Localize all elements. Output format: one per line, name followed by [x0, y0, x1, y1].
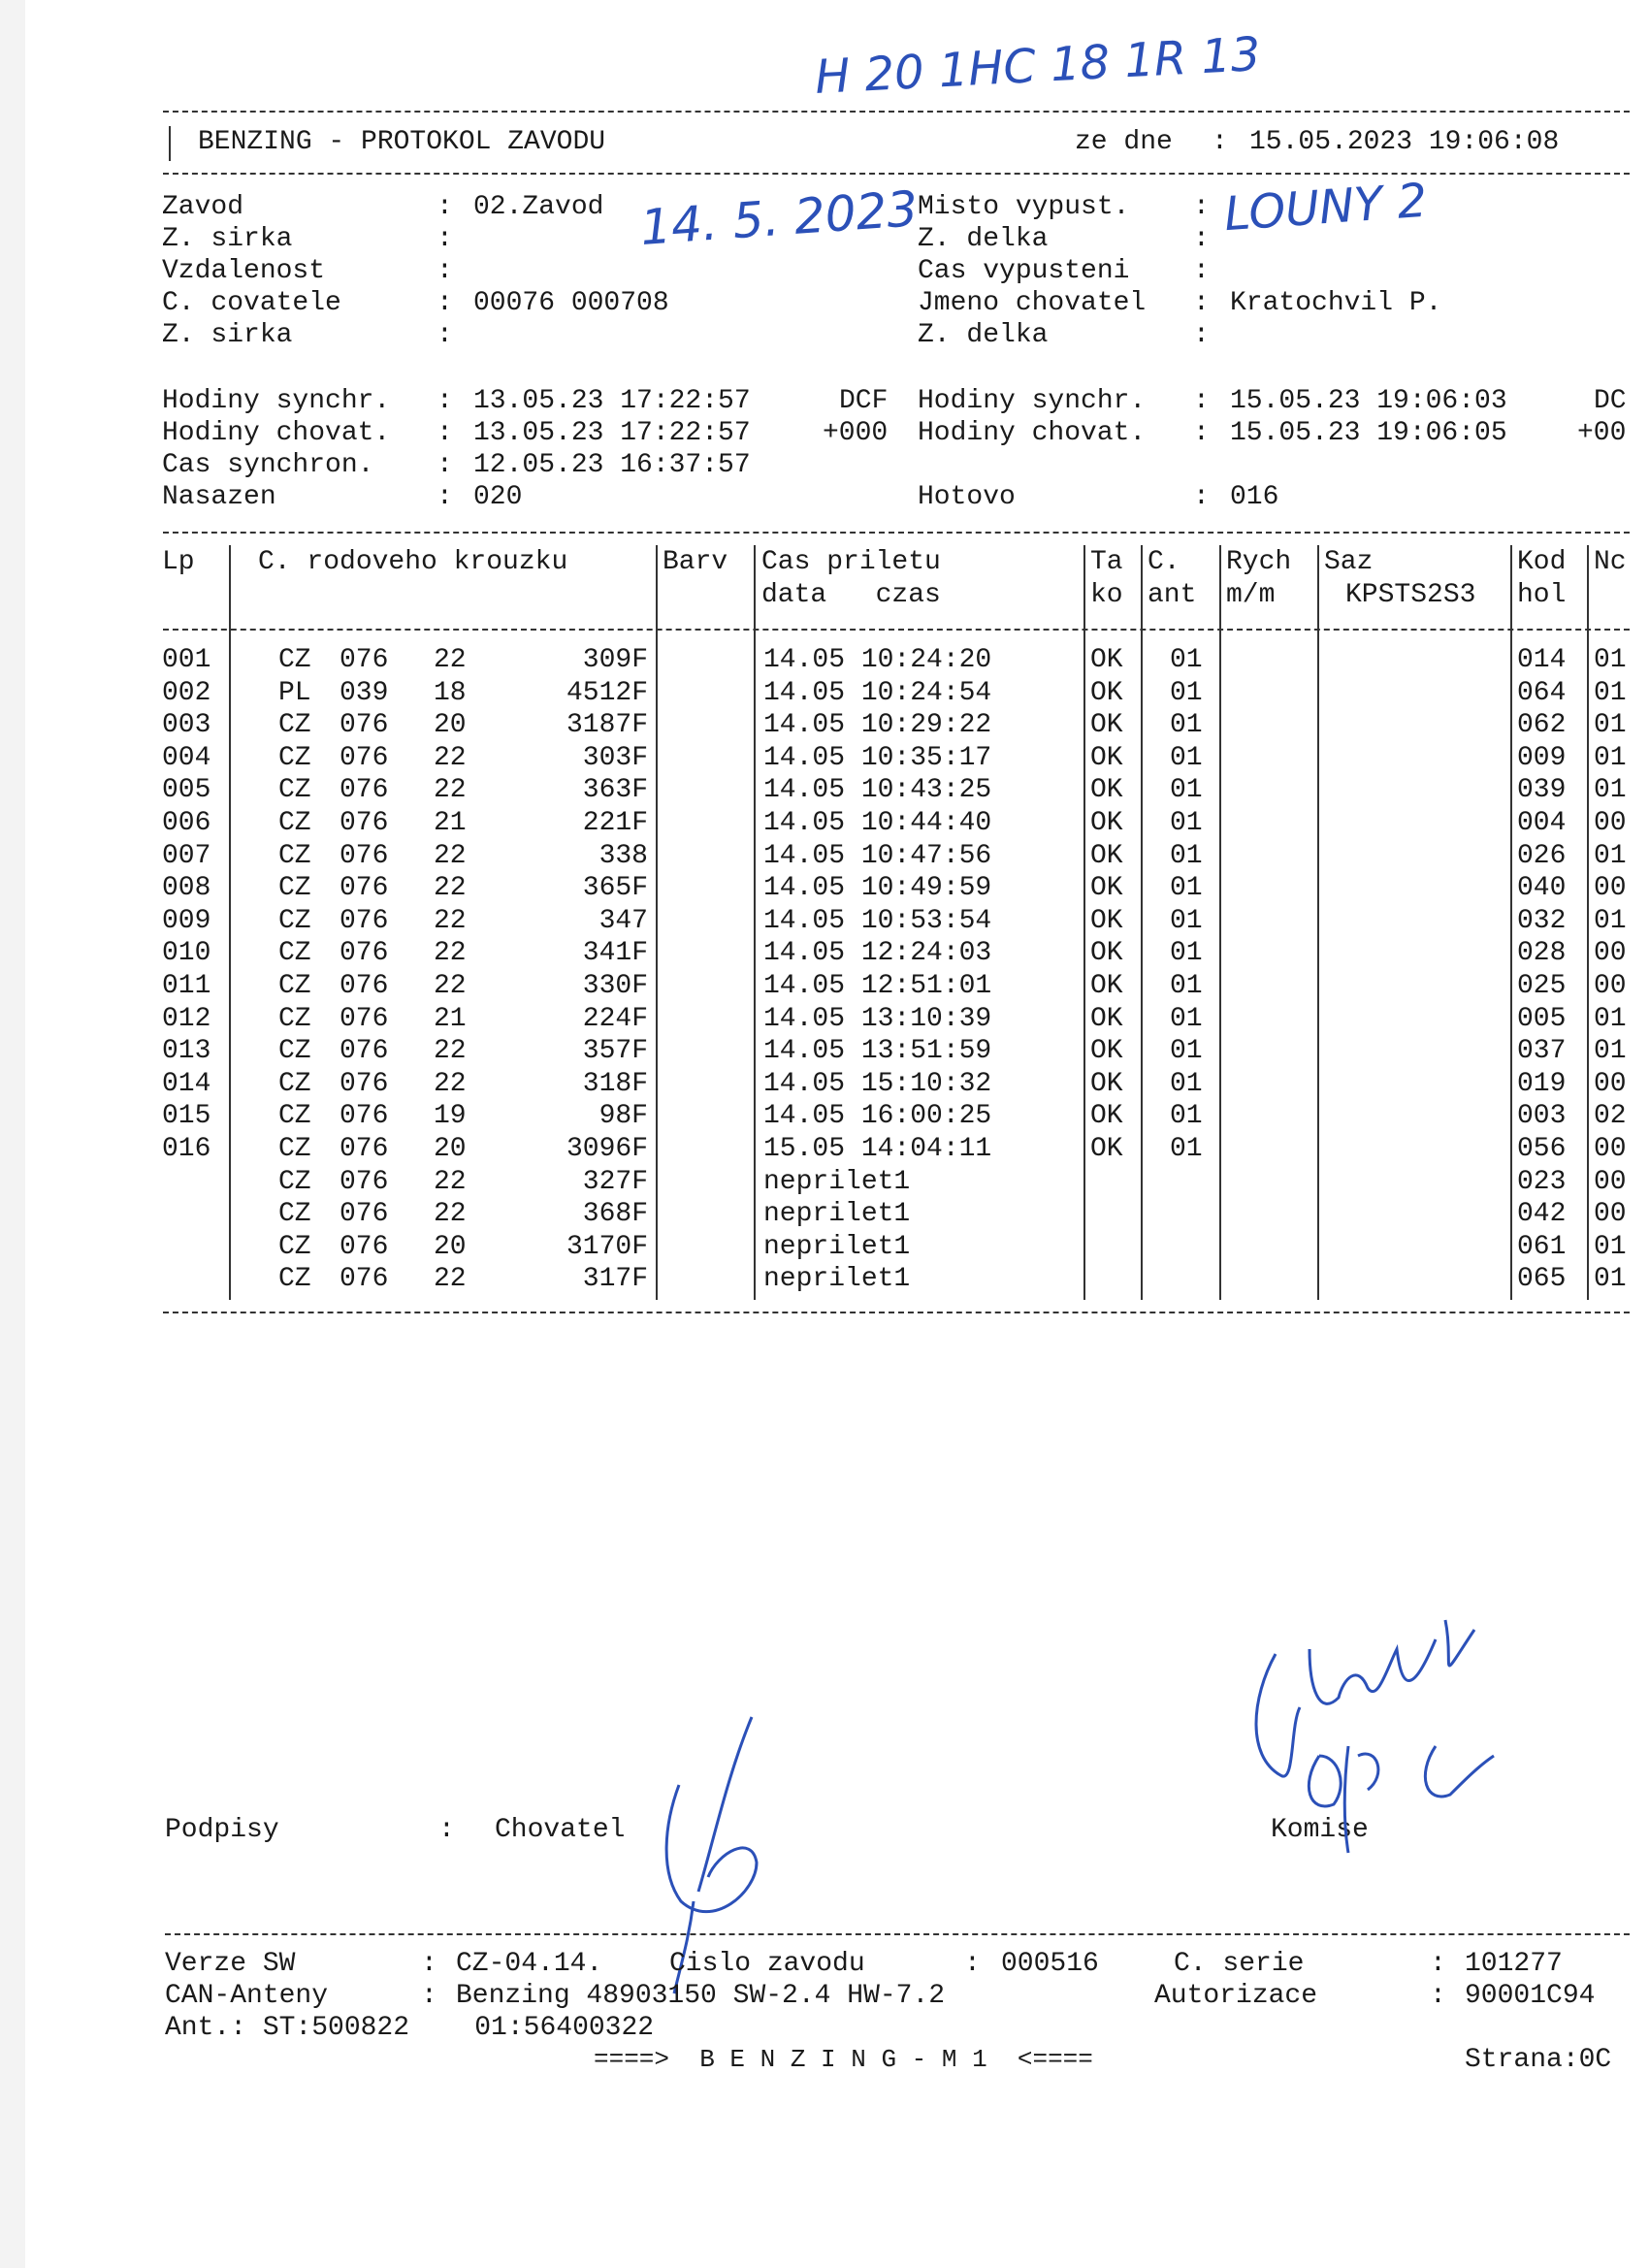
ring-year: 20	[434, 1134, 467, 1164]
col-header-lp: Lp	[162, 547, 195, 577]
info-value: Kratochvil P.	[1230, 288, 1442, 318]
row-lp: 006	[162, 808, 211, 838]
clock-value: 13.05.23 17:22:57	[473, 418, 751, 448]
col-header-ta: Ta	[1090, 547, 1123, 577]
pigeon-code: 062	[1517, 710, 1567, 741]
ring-year: 22	[434, 938, 467, 969]
nc-value: 01	[1594, 775, 1627, 806]
arrival-time: 14.05 10:44:40	[763, 808, 992, 838]
col-subheader-bets: KPSTS2S3	[1345, 580, 1476, 610]
col-subheader-ant: ant	[1148, 580, 1197, 610]
row-lp: 004	[162, 742, 211, 773]
col-sep	[656, 545, 658, 1300]
row-lp: 016	[162, 1134, 211, 1164]
col-header-ring: C. rodoveho krouzku	[258, 547, 568, 577]
ring-region: 076	[340, 873, 389, 904]
clock-sep: :	[1193, 482, 1210, 512]
ring-number: 317F	[582, 1264, 648, 1295]
status-ok: OK	[1090, 1134, 1123, 1164]
ring-country: CZ	[278, 905, 311, 936]
ring-country: CZ	[278, 873, 311, 904]
ring-country: CZ	[278, 1101, 311, 1132]
auth-value: 90001C94	[1465, 1981, 1596, 2011]
antenna-number: 01	[1170, 905, 1203, 936]
status-ok: OK	[1090, 775, 1123, 806]
clock-value: 020	[473, 482, 523, 512]
committee-label: Komise	[1271, 1815, 1369, 1845]
ring-country: CZ	[278, 710, 311, 741]
arrival-time: 14.05 15:10:32	[763, 1068, 992, 1099]
nc-value: 01	[1594, 742, 1627, 773]
arrival-time: 14.05 10:29:22	[763, 710, 992, 741]
antenna-number: 01	[1170, 710, 1203, 741]
header-top-rule	[163, 111, 1630, 113]
table-top-rule	[163, 532, 1630, 534]
arrival-time: 14.05 16:00:25	[763, 1101, 992, 1132]
col-sep	[1317, 545, 1319, 1300]
nc-value: 00	[1594, 1068, 1627, 1099]
clock-sep: :	[436, 482, 453, 512]
status-ok: OK	[1090, 1101, 1123, 1132]
nc-value: 01	[1594, 905, 1627, 936]
status-ok: OK	[1090, 1036, 1123, 1067]
pigeon-code: 009	[1517, 742, 1567, 773]
antenna-number: 01	[1170, 1101, 1203, 1132]
ring-region: 076	[340, 1134, 389, 1164]
clock-label: Hodiny synchr.	[162, 386, 391, 416]
ring-year: 20	[434, 1231, 467, 1262]
pigeon-code: 064	[1517, 677, 1567, 708]
race-number-label: Cislo zavodu	[669, 1949, 865, 1979]
ring-region: 076	[340, 1068, 389, 1099]
ring-number: 309F	[582, 645, 648, 675]
row-lp: 009	[162, 905, 211, 936]
arrival-time: 14.05 10:49:59	[763, 873, 992, 904]
clock-sep: :	[436, 418, 453, 448]
can-value: Benzing 48903150 SW-2.4 HW-7.2	[456, 1981, 946, 2011]
nc-value: 01	[1594, 710, 1627, 741]
status-ok: OK	[1090, 677, 1123, 708]
can-sep: :	[421, 1981, 437, 2011]
ring-country: CZ	[278, 840, 311, 871]
ring-region: 076	[340, 742, 389, 773]
nc-value: 01	[1594, 1003, 1627, 1034]
clock-value: 12.05.23 16:37:57	[473, 450, 751, 480]
clock-value: 016	[1230, 482, 1279, 512]
nc-value: 00	[1594, 971, 1627, 1001]
pigeon-code: 014	[1517, 645, 1567, 675]
ring-country: PL	[278, 677, 311, 708]
serie-value: 101277	[1465, 1949, 1563, 1979]
nc-value: 00	[1594, 1134, 1627, 1164]
ring-country: CZ	[278, 645, 311, 675]
ring-number: 3096F	[566, 1134, 648, 1164]
col-header-speed: Rych	[1226, 547, 1292, 577]
info-label: C. covatele	[162, 288, 341, 318]
footer-top-rule	[165, 1933, 1630, 1935]
ring-country: CZ	[278, 1036, 311, 1067]
ring-number: 363F	[582, 775, 648, 806]
header-left-bar	[169, 126, 171, 161]
clock-sep: :	[436, 386, 453, 416]
sw-sep: :	[421, 1949, 437, 1979]
row-lp: 007	[162, 840, 211, 871]
row-lp: 003	[162, 710, 211, 741]
col-header-ant: C.	[1148, 547, 1180, 577]
clock-label: Hodiny chovat.	[162, 418, 391, 448]
status-ok: OK	[1090, 905, 1123, 936]
ring-region: 076	[340, 1036, 389, 1067]
info-label: Jmeno chovatel	[918, 288, 1147, 318]
ring-region: 076	[340, 971, 389, 1001]
arrival-time: neprilet1	[763, 1231, 911, 1262]
signatures-sep: :	[438, 1815, 455, 1845]
pigeon-code: 025	[1517, 971, 1567, 1001]
arrival-time: 14.05 13:51:59	[763, 1036, 992, 1067]
info-label: Misto vypust.	[918, 192, 1130, 222]
ring-region: 076	[340, 775, 389, 806]
pigeon-code: 032	[1517, 905, 1567, 936]
row-lp: 005	[162, 775, 211, 806]
col-sep	[1141, 545, 1143, 1300]
clock-extra: DC	[1594, 386, 1627, 416]
ring-number: 338	[598, 840, 648, 871]
ring-number: 3187F	[566, 710, 648, 741]
arrival-time: neprilet1	[763, 1166, 911, 1197]
ring-region: 076	[340, 1166, 389, 1197]
ring-year: 22	[434, 1036, 467, 1067]
ring-number: 224F	[582, 1003, 648, 1034]
status-ok: OK	[1090, 742, 1123, 773]
col-subheader-arrival: data czas	[761, 580, 941, 610]
nc-value: 00	[1594, 808, 1627, 838]
ring-region: 076	[340, 938, 389, 969]
col-sep	[1083, 545, 1085, 1300]
page-number: Strana:0C	[1465, 2045, 1612, 2075]
antenna-number: 01	[1170, 677, 1203, 708]
row-lp: 010	[162, 938, 211, 969]
auth-sep: :	[1430, 1981, 1446, 2011]
ring-country: CZ	[278, 808, 311, 838]
clock-label: Cas synchron.	[162, 450, 374, 480]
ring-region: 076	[340, 840, 389, 871]
col-sep	[754, 545, 756, 1300]
ring-country: CZ	[278, 1199, 311, 1230]
col-header-code: Kod	[1517, 547, 1567, 577]
antenna-number: 01	[1170, 1003, 1203, 1034]
antenna-number: 01	[1170, 938, 1203, 969]
ring-region: 076	[340, 1264, 389, 1295]
arrival-time: 14.05 10:43:25	[763, 775, 992, 806]
antenna-number: 01	[1170, 808, 1203, 838]
ring-year: 20	[434, 710, 467, 741]
antenna-line: Ant.: ST:500822 01:56400322	[165, 2013, 655, 2043]
sw-value: CZ-04.14.	[456, 1949, 603, 1979]
pigeon-code: 026	[1517, 840, 1567, 871]
pigeon-code: 004	[1517, 808, 1567, 838]
info-label: Zavod	[162, 192, 244, 222]
info-sep: :	[1193, 224, 1210, 254]
auth-label: Autorizace	[1154, 1981, 1318, 2011]
ring-region: 039	[340, 677, 389, 708]
table-header-rule	[163, 629, 1630, 631]
ring-year: 22	[434, 1068, 467, 1099]
col-header-arrival: Cas priletu	[761, 547, 941, 577]
info-sep: :	[1193, 320, 1210, 350]
nc-value: 01	[1594, 1264, 1627, 1295]
ring-year: 21	[434, 1003, 467, 1034]
info-label: Cas vypusteni	[918, 256, 1130, 286]
row-lp: 002	[162, 677, 211, 708]
pigeon-code: 005	[1517, 1003, 1567, 1034]
protocol-date-label: ze dne	[1075, 127, 1173, 157]
ring-region: 076	[340, 710, 389, 741]
ring-number: 303F	[582, 742, 648, 773]
info-sep: :	[1193, 288, 1210, 318]
nc-value: 02	[1594, 1101, 1627, 1132]
nc-value: 01	[1594, 1036, 1627, 1067]
status-ok: OK	[1090, 1068, 1123, 1099]
ring-year: 19	[434, 1101, 467, 1132]
protocol-date-value: 15.05.2023 19:06:08	[1249, 127, 1560, 157]
clock-value: 15.05.23 19:06:03	[1230, 386, 1507, 416]
nc-value: 00	[1594, 873, 1627, 904]
handwritten-top-note: H 20 1HC 18 1R 13	[813, 27, 1262, 105]
clock-sep: :	[1193, 386, 1210, 416]
ring-year: 22	[434, 873, 467, 904]
row-lp: 012	[162, 1003, 211, 1034]
info-label: Z. delka	[918, 224, 1049, 254]
ring-year: 22	[434, 971, 467, 1001]
info-label: Z. delka	[918, 320, 1049, 350]
antenna-number: 01	[1170, 1068, 1203, 1099]
antenna-number: 01	[1170, 742, 1203, 773]
handwritten-release-place: LOUNY 2	[1222, 173, 1429, 243]
clock-sep: :	[1193, 418, 1210, 448]
ring-region: 076	[340, 905, 389, 936]
info-sep: :	[436, 256, 453, 286]
ring-country: CZ	[278, 742, 311, 773]
antenna-number: 01	[1170, 1036, 1203, 1067]
ring-year: 21	[434, 808, 467, 838]
info-sep: :	[436, 192, 453, 222]
arrival-time: 15.05 14:04:11	[763, 1134, 992, 1164]
status-ok: OK	[1090, 938, 1123, 969]
ring-number: 318F	[582, 1068, 648, 1099]
col-subheader-code: hol	[1517, 580, 1567, 610]
antenna-number: 01	[1170, 775, 1203, 806]
ring-country: CZ	[278, 971, 311, 1001]
race-number-sep: :	[964, 1949, 981, 1979]
pigeon-code: 061	[1517, 1231, 1567, 1262]
nc-value: 01	[1594, 645, 1627, 675]
clock-value: 13.05.23 17:22:57	[473, 386, 751, 416]
pigeon-code: 003	[1517, 1101, 1567, 1132]
nc-value: 01	[1594, 677, 1627, 708]
pigeon-code: 028	[1517, 938, 1567, 969]
col-header-nc: Nc	[1594, 547, 1627, 577]
ring-year: 22	[434, 775, 467, 806]
antenna-number: 01	[1170, 645, 1203, 675]
ring-number: 357F	[582, 1036, 648, 1067]
arrival-time: 14.05 10:47:56	[763, 840, 992, 871]
status-ok: OK	[1090, 710, 1123, 741]
status-ok: OK	[1090, 840, 1123, 871]
arrival-time: 14.05 10:53:54	[763, 905, 992, 936]
ring-region: 076	[340, 1199, 389, 1230]
pigeon-code: 042	[1517, 1199, 1567, 1230]
clock-extra: +00	[1577, 418, 1627, 448]
info-sep: :	[436, 320, 453, 350]
nc-value: 00	[1594, 1199, 1627, 1230]
pigeon-code: 039	[1517, 775, 1567, 806]
pigeon-code: 056	[1517, 1134, 1567, 1164]
status-ok: OK	[1090, 873, 1123, 904]
brand-line: ====> B E N Z I N G - M 1 <====	[594, 2045, 1093, 2074]
nc-value: 01	[1594, 840, 1627, 871]
pigeon-code: 040	[1517, 873, 1567, 904]
ring-number: 3170F	[566, 1231, 648, 1262]
info-label: Z. sirka	[162, 320, 293, 350]
race-number-value: 000516	[1001, 1949, 1099, 1979]
ring-region: 076	[340, 1003, 389, 1034]
ring-number: 330F	[582, 971, 648, 1001]
ring-country: CZ	[278, 1003, 311, 1034]
ring-region: 076	[340, 645, 389, 675]
arrival-time: neprilet1	[763, 1199, 911, 1230]
ring-region: 076	[340, 1231, 389, 1262]
arrival-time: 14.05 12:51:01	[763, 971, 992, 1001]
antenna-number: 01	[1170, 840, 1203, 871]
ring-number: 368F	[582, 1199, 648, 1230]
ring-year: 22	[434, 1264, 467, 1295]
col-subheader-speed: m/m	[1226, 580, 1276, 610]
col-subheader-ta: ko	[1090, 580, 1123, 610]
ring-year: 22	[434, 1166, 467, 1197]
ring-country: CZ	[278, 1231, 311, 1262]
clock-extra: +000	[823, 418, 889, 448]
row-lp: 001	[162, 645, 211, 675]
clock-label: Hodiny chovat.	[918, 418, 1147, 448]
nc-value: 01	[1594, 1231, 1627, 1262]
clock-sep: :	[436, 450, 453, 480]
pigeon-code: 019	[1517, 1068, 1567, 1099]
pigeon-code: 023	[1517, 1166, 1567, 1197]
pigeon-code: 037	[1517, 1036, 1567, 1067]
info-value: 00076 000708	[473, 288, 669, 318]
clock-value: 15.05.23 19:06:05	[1230, 418, 1507, 448]
breeder-label: Chovatel	[495, 1815, 626, 1845]
info-label: Vzdalenost	[162, 256, 326, 286]
protocol-date-sep: :	[1212, 127, 1228, 157]
ring-year: 22	[434, 1199, 467, 1230]
info-sep: :	[1193, 192, 1210, 222]
info-sep: :	[436, 224, 453, 254]
ring-number: 365F	[582, 873, 648, 904]
ring-number: 327F	[582, 1166, 648, 1197]
ring-year: 18	[434, 677, 467, 708]
row-lp: 014	[162, 1068, 211, 1099]
info-value: 02.Zavod	[473, 192, 604, 222]
col-header-bets: Saz	[1324, 547, 1374, 577]
row-lp: 013	[162, 1036, 211, 1067]
committee-signature	[1242, 1610, 1533, 1901]
ring-number: 4512F	[566, 677, 648, 708]
col-header-color: Barv	[663, 547, 728, 577]
serie-label: C. serie	[1174, 1949, 1305, 1979]
row-lp: 008	[162, 873, 211, 904]
antenna-number: 01	[1170, 1134, 1203, 1164]
arrival-time: 14.05 13:10:39	[763, 1003, 992, 1034]
arrival-time: 14.05 10:35:17	[763, 742, 992, 773]
clock-label: Hodiny synchr.	[918, 386, 1147, 416]
antenna-number: 01	[1170, 971, 1203, 1001]
ring-number: 347	[598, 905, 648, 936]
status-ok: OK	[1090, 808, 1123, 838]
arrival-time: 14.05 10:24:54	[763, 677, 992, 708]
clock-extra: DCF	[839, 386, 889, 416]
can-label: CAN-Anteny	[165, 1981, 329, 2011]
clock-label: Hotovo	[918, 482, 1016, 512]
col-sep	[229, 545, 231, 1300]
info-sep: :	[436, 288, 453, 318]
ring-country: CZ	[278, 775, 311, 806]
clock-label: Nasazen	[162, 482, 276, 512]
nc-value: 00	[1594, 938, 1627, 969]
status-ok: OK	[1090, 1003, 1123, 1034]
ring-country: CZ	[278, 1134, 311, 1164]
arrival-time: 14.05 12:24:03	[763, 938, 992, 969]
ring-year: 22	[434, 742, 467, 773]
status-ok: OK	[1090, 645, 1123, 675]
info-label: Z. sirka	[162, 224, 293, 254]
col-sep	[1587, 545, 1589, 1300]
handwritten-race-date: 14. 5. 2023	[638, 180, 920, 256]
arrival-time: 14.05 10:24:20	[763, 645, 992, 675]
ring-number: 341F	[582, 938, 648, 969]
signatures-label: Podpisy	[165, 1815, 279, 1845]
nc-value: 00	[1594, 1166, 1627, 1197]
protocol-title: BENZING - PROTOKOL ZAVODU	[198, 127, 606, 157]
sw-label: Verze SW	[165, 1949, 296, 1979]
ring-number: 98F	[598, 1101, 648, 1132]
info-sep: :	[1193, 256, 1210, 286]
ring-year: 22	[434, 905, 467, 936]
serie-sep: :	[1430, 1949, 1446, 1979]
col-sep	[1219, 545, 1221, 1300]
ring-region: 076	[340, 808, 389, 838]
table-bottom-rule	[163, 1312, 1630, 1313]
ring-region: 076	[340, 1101, 389, 1132]
arrival-time: neprilet1	[763, 1264, 911, 1295]
ring-country: CZ	[278, 1166, 311, 1197]
row-lp: 015	[162, 1101, 211, 1132]
ring-country: CZ	[278, 1068, 311, 1099]
pigeon-code: 065	[1517, 1264, 1567, 1295]
ring-year: 22	[434, 645, 467, 675]
status-ok: OK	[1090, 971, 1123, 1001]
col-sep	[1510, 545, 1512, 1300]
ring-country: CZ	[278, 938, 311, 969]
ring-country: CZ	[278, 1264, 311, 1295]
antenna-number: 01	[1170, 873, 1203, 904]
row-lp: 011	[162, 971, 211, 1001]
ring-year: 22	[434, 840, 467, 871]
ring-number: 221F	[582, 808, 648, 838]
